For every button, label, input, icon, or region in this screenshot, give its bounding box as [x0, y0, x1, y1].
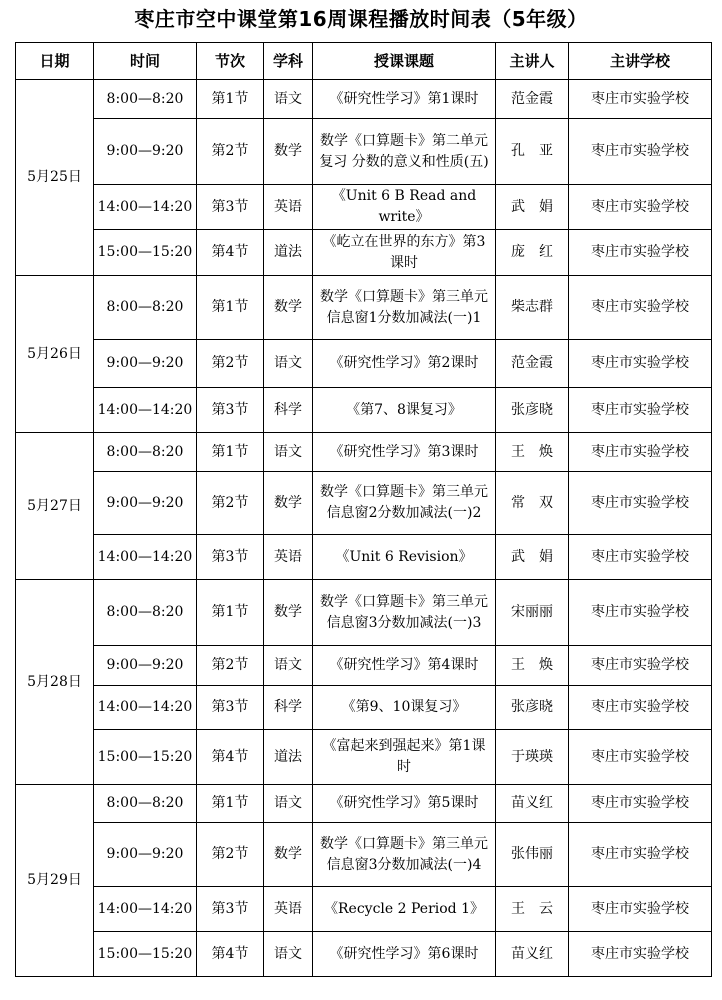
topic-cell: 数学《口算题卡》第三单元信息窗3分数加减法(一)4	[313, 823, 496, 887]
teacher-cell: 范金霞	[496, 80, 569, 119]
topic-cell: 《第9、10课复习》	[313, 686, 496, 730]
teacher-cell: 庞 红	[496, 230, 569, 276]
time-cell: 14:00—14:20	[94, 185, 197, 230]
subject-cell: 科学	[264, 686, 313, 730]
session-cell: 第4节	[197, 230, 264, 276]
time-cell: 8:00—8:20	[94, 785, 197, 823]
time-cell: 15:00—15:20	[94, 932, 197, 977]
header-session: 节次	[197, 43, 264, 80]
subject-cell: 语文	[264, 340, 313, 388]
session-cell: 第2节	[197, 646, 264, 686]
table-row	[16, 119, 712, 185]
session-cell: 第2节	[197, 472, 264, 535]
school-cell: 枣庄市实验学校	[569, 472, 712, 535]
header-time: 时间	[94, 43, 197, 80]
school-cell: 枣庄市实验学校	[569, 340, 712, 388]
teacher-cell: 王 焕	[496, 433, 569, 472]
topic-cell: 《研究性学习》第4课时	[313, 646, 496, 686]
table-row	[16, 785, 712, 823]
subject-cell: 英语	[264, 185, 313, 230]
topic-cell: 《Recycle 2 Period 1》	[313, 887, 496, 932]
date-cell: 5月27日	[16, 433, 94, 580]
schedule-table	[15, 42, 712, 977]
school-cell: 枣庄市实验学校	[569, 785, 712, 823]
header-date: 日期	[16, 43, 94, 80]
session-cell: 第1节	[197, 276, 264, 340]
table-row	[16, 932, 712, 977]
topic-cell: 《第7、8课复习》	[313, 388, 496, 433]
table-row	[16, 276, 712, 340]
header-subject: 学科	[264, 43, 313, 80]
time-cell: 8:00—8:20	[94, 276, 197, 340]
topic-cell: 《屹立在世界的东方》第3课时	[313, 230, 496, 276]
time-cell: 9:00—9:20	[94, 646, 197, 686]
subject-cell: 道法	[264, 230, 313, 276]
school-cell: 枣庄市实验学校	[569, 823, 712, 887]
time-cell: 8:00—8:20	[94, 80, 197, 119]
subject-cell: 科学	[264, 388, 313, 433]
teacher-cell: 张彦晓	[496, 388, 569, 433]
subject-cell: 语文	[264, 80, 313, 119]
table-row	[16, 340, 712, 388]
session-cell: 第1节	[197, 785, 264, 823]
table-row	[16, 535, 712, 580]
teacher-cell: 王 焕	[496, 646, 569, 686]
table-row	[16, 472, 712, 535]
school-cell: 枣庄市实验学校	[569, 646, 712, 686]
topic-cell: 数学《口算题卡》第二单元复习 分数的意义和性质(五)	[313, 119, 496, 185]
teacher-cell: 柴志群	[496, 276, 569, 340]
session-cell: 第2节	[197, 119, 264, 185]
teacher-cell: 苗义红	[496, 932, 569, 977]
teacher-cell: 武 娟	[496, 535, 569, 580]
topic-cell: 数学《口算题卡》第三单元信息窗2分数加减法(一)2	[313, 472, 496, 535]
session-cell: 第2节	[197, 340, 264, 388]
table-row	[16, 185, 712, 230]
session-cell: 第4节	[197, 932, 264, 977]
session-cell: 第3节	[197, 388, 264, 433]
subject-cell: 语文	[264, 785, 313, 823]
teacher-cell: 张伟丽	[496, 823, 569, 887]
subject-cell: 数学	[264, 472, 313, 535]
session-cell: 第1节	[197, 80, 264, 119]
time-cell: 15:00—15:20	[94, 230, 197, 276]
table-row	[16, 730, 712, 785]
time-cell: 8:00—8:20	[94, 580, 197, 646]
topic-cell: 《Unit 6 B Read and write》	[313, 185, 496, 230]
teacher-cell: 范金霞	[496, 340, 569, 388]
teacher-cell: 武 娟	[496, 185, 569, 230]
table-row	[16, 887, 712, 932]
teacher-cell: 常 双	[496, 472, 569, 535]
school-cell: 枣庄市实验学校	[569, 388, 712, 433]
date-cell: 5月25日	[16, 80, 94, 276]
table-row	[16, 433, 712, 472]
session-cell: 第3节	[197, 887, 264, 932]
school-cell: 枣庄市实验学校	[569, 119, 712, 185]
table-row	[16, 388, 712, 433]
teacher-cell: 于瑛瑛	[496, 730, 569, 785]
time-cell: 9:00—9:20	[94, 119, 197, 185]
time-cell: 14:00—14:20	[94, 887, 197, 932]
school-cell: 枣庄市实验学校	[569, 80, 712, 119]
schedule-body	[16, 80, 712, 977]
school-cell: 枣庄市实验学校	[569, 230, 712, 276]
session-cell: 第1节	[197, 433, 264, 472]
table-row	[16, 686, 712, 730]
header-school: 主讲学校	[569, 43, 712, 80]
date-cell: 5月28日	[16, 580, 94, 785]
time-cell: 9:00—9:20	[94, 472, 197, 535]
topic-cell: 《研究性学习》第5课时	[313, 785, 496, 823]
teacher-cell: 王 云	[496, 887, 569, 932]
teacher-cell: 孔 亚	[496, 119, 569, 185]
school-cell: 枣庄市实验学校	[569, 730, 712, 785]
session-cell: 第1节	[197, 580, 264, 646]
session-cell: 第4节	[197, 730, 264, 785]
table-row	[16, 230, 712, 276]
school-cell: 枣庄市实验学校	[569, 932, 712, 977]
school-cell: 枣庄市实验学校	[569, 887, 712, 932]
subject-cell: 道法	[264, 730, 313, 785]
topic-cell: 《研究性学习》第3课时	[313, 433, 496, 472]
subject-cell: 数学	[264, 580, 313, 646]
time-cell: 14:00—14:20	[94, 388, 197, 433]
session-cell: 第3节	[197, 535, 264, 580]
subject-cell: 语文	[264, 932, 313, 977]
topic-cell: 《研究性学习》第2课时	[313, 340, 496, 388]
topic-cell: 《研究性学习》第1课时	[313, 80, 496, 119]
topic-cell: 《研究性学习》第6课时	[313, 932, 496, 977]
school-cell: 枣庄市实验学校	[569, 433, 712, 472]
subject-cell: 语文	[264, 433, 313, 472]
school-cell: 枣庄市实验学校	[569, 580, 712, 646]
time-cell: 8:00—8:20	[94, 433, 197, 472]
date-cell: 5月29日	[16, 785, 94, 977]
table-row	[16, 646, 712, 686]
header-topic: 授课课题	[313, 43, 496, 80]
school-cell: 枣庄市实验学校	[569, 185, 712, 230]
session-cell: 第3节	[197, 686, 264, 730]
table-row	[16, 80, 712, 119]
time-cell: 15:00—15:20	[94, 730, 197, 785]
time-cell: 9:00—9:20	[94, 823, 197, 887]
header-row	[16, 43, 712, 80]
subject-cell: 语文	[264, 646, 313, 686]
session-cell: 第3节	[197, 185, 264, 230]
topic-cell: 《富起来到强起来》第1课时	[313, 730, 496, 785]
topic-cell: 数学《口算题卡》第三单元信息窗1分数加减法(一)1	[313, 276, 496, 340]
school-cell: 枣庄市实验学校	[569, 276, 712, 340]
table-row	[16, 823, 712, 887]
teacher-cell: 苗义红	[496, 785, 569, 823]
teacher-cell: 张彦晓	[496, 686, 569, 730]
subject-cell: 数学	[264, 823, 313, 887]
subject-cell: 英语	[264, 887, 313, 932]
page-title: 枣庄市空中课堂第16周课程播放时间表（5年级）	[134, 7, 588, 31]
subject-cell: 数学	[264, 276, 313, 340]
subject-cell: 英语	[264, 535, 313, 580]
time-cell: 14:00—14:20	[94, 535, 197, 580]
teacher-cell: 宋丽丽	[496, 580, 569, 646]
school-cell: 枣庄市实验学校	[569, 535, 712, 580]
topic-cell: 《Unit 6 Revision》	[313, 535, 496, 580]
subject-cell: 数学	[264, 119, 313, 185]
topic-cell: 数学《口算题卡》第三单元信息窗3分数加减法(一)3	[313, 580, 496, 646]
time-cell: 9:00—9:20	[94, 340, 197, 388]
school-cell: 枣庄市实验学校	[569, 686, 712, 730]
session-cell: 第2节	[197, 823, 264, 887]
date-cell: 5月26日	[16, 276, 94, 433]
header-teacher: 主讲人	[496, 43, 569, 80]
table-row	[16, 580, 712, 646]
time-cell: 14:00—14:20	[94, 686, 197, 730]
